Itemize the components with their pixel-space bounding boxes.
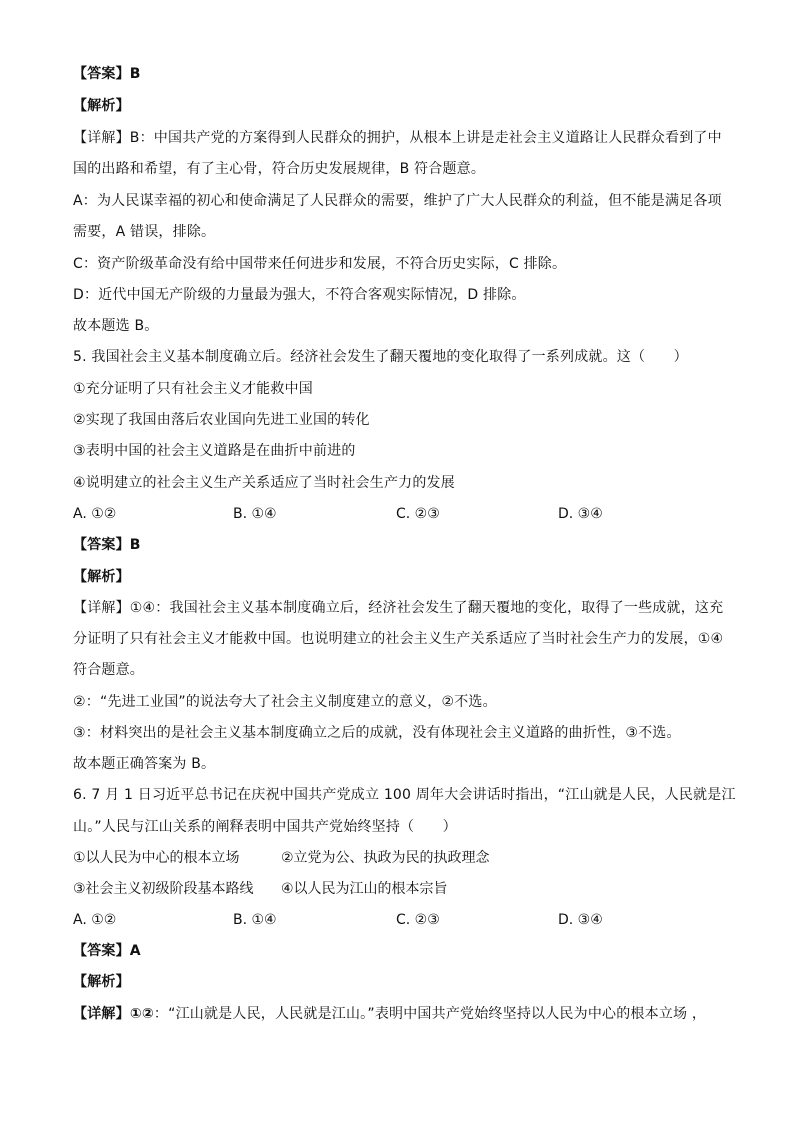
q5-item-2: ②实现了我国由落后农业国向先进工业国的转化 — [73, 412, 370, 428]
q5-note-2: ②：“先进工业国”的说法夸大了社会主义制度建立的意义，②不选。 — [73, 694, 497, 710]
q5-option-d: D. ③④ — [558, 506, 603, 522]
q5-detail-line-3: 符合题意。 — [73, 662, 144, 678]
q6-option-a: A. ①② — [73, 912, 117, 928]
q5-item-3: ③表明中国的社会主义道路是在曲折中前进的 — [73, 443, 356, 459]
q4-conclusion: 故本题选 B。 — [73, 318, 159, 334]
q4-option-c-note: C：资产阶级革命没有给中国带来任何进步和发展，不符合历史实际，C 排除。 — [73, 256, 567, 272]
q4-option-a-line-2: 需要，A 错误，排除。 — [73, 224, 216, 240]
q6-item-3: ③社会主义初级阶段基本路线 — [73, 881, 254, 897]
q6-option-c: C. ②③ — [396, 912, 440, 928]
q4-option-d-note: D：近代中国无产阶级的力量最为强大，不符合客观实际情况，D 排除。 — [73, 287, 526, 303]
q6-detail-text: ：“江山就是人民，人民就是江山。”表明中国共产党始终坚持以人民为中心的根本立场 ， — [153, 1006, 707, 1022]
q5-analysis-label: 【解析】 — [73, 569, 130, 585]
q6-item-4: ④以人民为江山的根本宗旨 — [281, 881, 448, 897]
q4-option-a-line-1: A：为人民谋幸福的初心和使命满足了人民群众的需要，维护了广大人民群众的利益，但不能是满足各项 — [73, 193, 722, 209]
q6-option-d: D. ③④ — [558, 912, 603, 928]
q4-answer: 【答案】B — [73, 66, 141, 82]
q5-detail-line-1: 【详解】①④：我国社会主义基本制度确立后，经济社会发生了翻天覆地的变化，取得了一些成就，这充 — [73, 600, 724, 616]
q5-option-b: B. ①④ — [233, 506, 277, 522]
q6-detail-prefix: 【详解】 — [73, 1006, 130, 1022]
q5-stem: 5. 我国社会主义基本制度确立后。经济社会发生了翻天覆地的变化取得了一系列成就。这（ ） — [73, 349, 688, 365]
q5-item-4: ④说明建立的社会主义生产关系适应了当时社会生产力的发展 — [73, 475, 455, 491]
q5-conclusion: 故本题正确答案为 B。 — [73, 756, 216, 772]
q6-item-1: ①以人民为中心的根本立场 — [73, 850, 240, 866]
q5-item-1: ①充分证明了只有社会主义才能救中国 — [73, 381, 313, 397]
q5-note-3: ③：材料突出的是社会主义基本制度确立之后的成就，没有体现社会主义道路的曲折性，③不选。 — [73, 725, 681, 741]
q6-stem-line-2: 山。”人民与江山关系的阐释表明中国共产党始终坚持（ ） — [73, 819, 457, 835]
q5-option-c: C. ②③ — [396, 506, 440, 522]
q5-option-a: A. ①② — [73, 506, 117, 522]
q4-detail-line-1: 【详解】B：中国共产党的方案得到人民群众的拥护，从根本上讲是走社会主义道路让人民群众看到了中 — [73, 130, 722, 146]
q6-option-b: B. ①④ — [233, 912, 277, 928]
q5-detail-line-2: 分证明了只有社会主义才能救中国。也说明建立的社会主义生产关系适应了当时社会生产力的发展，①④ — [73, 631, 724, 647]
q6-detail-line-1 — [73, 1004, 706, 1024]
q6-item-2: ②立党为公、执政为民的执政理念 — [281, 850, 490, 866]
q6-answer: 【答案】A — [73, 943, 141, 959]
q6-analysis-label: 【解析】 — [73, 974, 130, 990]
q5-answer: 【答案】B — [73, 537, 141, 553]
q4-analysis-label: 【解析】 — [73, 98, 130, 114]
q4-detail-line-2: 国的出路和希望，有了主心骨，符合历史发展规律，B 符合题意。 — [73, 161, 486, 177]
q6-detail-marks: ①② — [129, 1006, 154, 1022]
q6-stem-line-1: 6. 7 月 1 日习近平总书记在庆祝中国共产党成立 100 周年大会讲话时指出，“江山就是人民，人民就是江 — [73, 787, 736, 803]
